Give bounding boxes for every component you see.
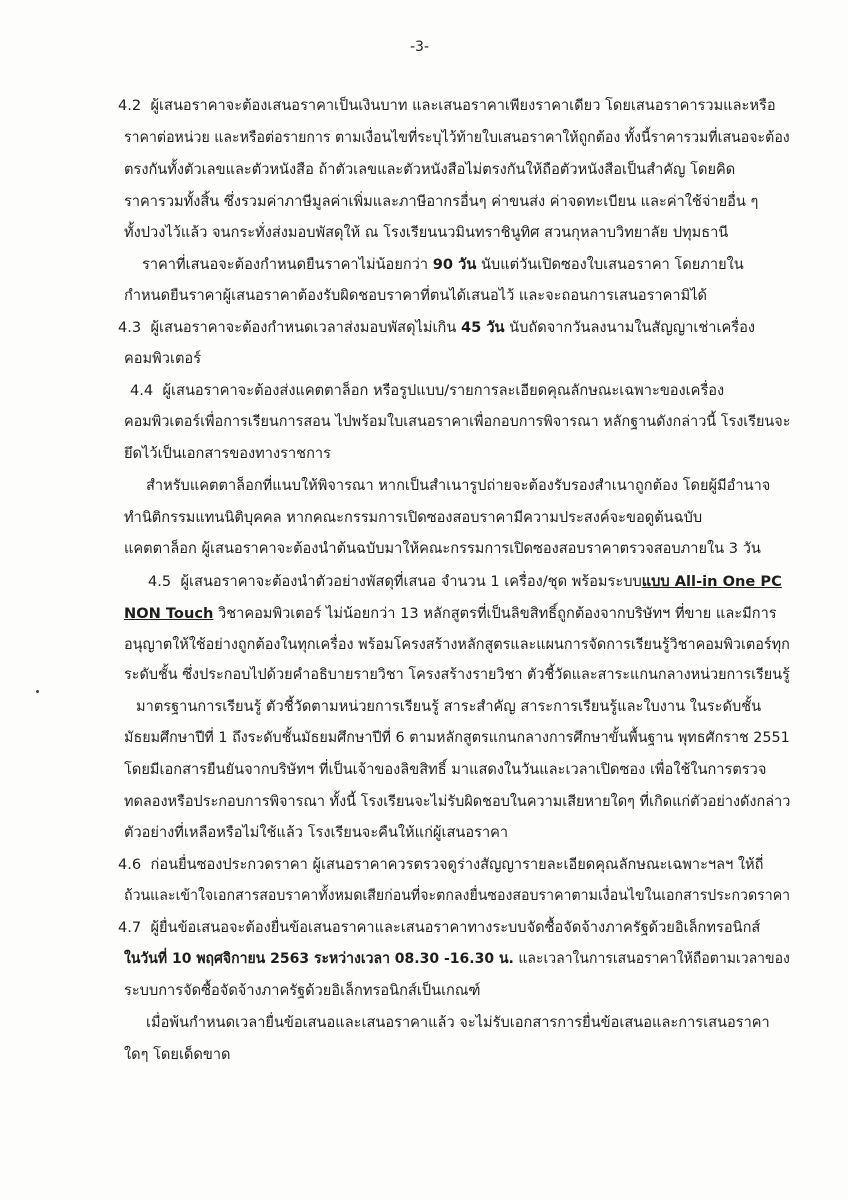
clause-text: ผู้เสนอราคาจะต้องเสนอราคาเป็นเงินบาท และเสนอราคาเพียงราคาเดียว โดยเสนอราคารวมและหรือ (150, 97, 776, 114)
clause-number: 4.3 (118, 319, 142, 336)
clause-4-4-catalog-line-1: สำหรับแคตตาล็อกที่แนบให้พิจารณา หากเป็นสำเนารูปถ่ายจะต้องรับรองสำเนาถูกต้อง โดยผู้มีอำนาจ (146, 477, 771, 494)
clause-number: 4.6 (118, 856, 142, 873)
clause-text: ก่อนยื่นซองประกวดราคา ผู้เสนอราคาควรตรวจดูร่างสัญญารายละเอียดคุณลักษณะเฉพาะฯลฯ ให้ถี่ (150, 856, 764, 873)
page-number: -3- (410, 39, 430, 55)
clause-4-5-line-6: มัธยมศึกษาปีที่ 1 ถึงระดับชั้นมัธยมศึกษาปีที่ 6 ตามหลักสูตรแกนกลางการศึกษาขั้นพื้นฐาน พุทธศักราช 2551 (124, 729, 790, 746)
clause-4-4-line-1 (130, 380, 724, 402)
system-type-underlined: แบบ All-in One PC (641, 573, 782, 590)
clause-4-2-price-validity-line-1 (142, 254, 744, 276)
clause-4-7-deadline-line-1: เมื่อพ้นกำหนดเวลายื่นข้อเสนอและเสนอราคาแล้ว จะไม่รับเอกสารการยื่นข้อเสนอและการเสนอราคา (146, 1014, 770, 1031)
clause-4-6-line-1 (118, 854, 763, 876)
clause-4-2-line-3: ตรงกันทั้งตัวเลขและตัวหนังสือ ถ้าตัวเลขและตัวหนังสือไม่ตรงกันให้ถือตัวหนังสือเป็นสำคัญ โดยคิด (124, 161, 736, 178)
text-segment: ผู้เสนอราคาจะต้องกำหนดเวลาส่งมอบพัสดุไม่เกิน (150, 319, 461, 336)
clause-4-2-line-5: ทั้งปวงไว้แล้ว จนกระทั่งส่งมอบพัสดุให้ ณ โรงเรียนนวมินทราชินูทิศ สวนกุหลาบวิทยาลัย ปทุมธานี (124, 224, 729, 241)
clause-4-3-line-2: คอมพิวเตอร์ (124, 350, 202, 367)
validity-days: 90 วัน (432, 256, 477, 273)
text-segment: ราคาที่เสนอจะต้องกำหนดยืนราคาไม่น้อยกว่า (142, 256, 433, 273)
clause-4-7-line-3: ระบบการจัดซื้อจัดจ้างภาครัฐด้วยอิเล็กทรอนิกส์เป็นเกณฑ์ (124, 982, 481, 999)
clause-text: ผู้ยื่นข้อเสนอจะต้องยื่นข้อเสนอราคาและเสนอราคาทางระบบจัดซื้อจัดจ้างภาครัฐด้วยอิเล็กทรอนิกส์ (150, 919, 761, 936)
clause-4-5-line-2 (124, 603, 777, 625)
scan-speck (36, 690, 39, 693)
clause-4-7-deadline-line-2: ใดๆ โดยเด็ดขาด (124, 1046, 231, 1063)
clause-4-2-price-validity-line-2: กำหนดยืนราคาผู้เสนอราคาต้องรับผิดชอบราคาที่ตนได้เสนอไว้ และจะถอนการเสนอราคามิได้ (124, 287, 708, 304)
text-segment: วิชาคอมพิวเตอร์ ไม่น้อยกว่า 13 หลักสูตรที่เป็นลิขสิทธิ์ถูกต้องจากบริษัทฯ ที่ขาย และมีการ (213, 605, 777, 622)
clause-4-5-line-8: ทดลองหรือประกอบการพิจารณา ทั้งนี้ โรงเรียนจะไม่รับผิดชอบในความเสียหายใดๆ ที่เกิดแก่ตัวอย่างดังกล่าว (124, 793, 791, 810)
clause-4-2-line-1 (118, 95, 776, 117)
clause-number: 4.2 (118, 97, 142, 114)
text-segment: ผู้เสนอราคาจะต้องนำตัวอย่างพัสดุที่เสนอ จำนวน 1 เครื่อง/ชุด พร้อมระบบ (180, 573, 642, 590)
clause-number: 4.5 (148, 573, 172, 590)
delivery-days: 45 วัน (460, 319, 505, 336)
clause-4-5-line-4: ระดับชั้น ซึ่งประกอบไปด้วยคำอธิบายรายวิชา โครงสร้างรายวิชา ตัวชี้วัดและสาระแกนกลางหน่วยการเรียนรู้ (124, 666, 790, 683)
clause-4-3-line-1 (118, 317, 755, 339)
text-segment: และเวลาในการเสนอราคาให้ถือตามเวลาของ (513, 950, 790, 967)
clause-4-5-line-9: ตัวอย่างที่เหลือหรือไม่ใช้แล้ว โรงเรียนจะคืนให้แก่ผู้เสนอราคา (124, 824, 509, 841)
touch-type-underlined: NON Touch (124, 605, 214, 622)
clause-4-2-line-2: ราคาต่อหน่วย และหรือต่อรายการ ตามเงื่อนไขที่ระบุไว้ท้ายใบเสนอราคาให้ถูกต้อง ทั้งนี้ราคารวมที่เสนอจะต้อง (124, 129, 790, 146)
clause-4-4-line-2: คอมพิวเตอร์เพื่อการเรียนการสอน ไปพร้อมใบเสนอราคาเพื่อกอบการพิจารณา หลักฐานดังกล่าวนี้ โรงเรียนจะ (124, 413, 791, 430)
clause-4-4-line-3: ยึดไว้เป็นเอกสารของทางราชการ (124, 445, 331, 462)
clause-4-5-line-7: โดยมีเอกสารยืนยันจากบริษัทฯ ที่เป็นเจ้าของลิขสิทธิ์ มาแสดงในวันและเวลาเปิดซอง เพื่อใช้ในการตรวจ (124, 761, 767, 778)
clause-4-5-line-1 (148, 571, 782, 593)
clause-4-5-line-5: มาตรฐานการเรียนรู้ ตัวชี้วัดตามหน่วยการเรียนรู้ สาระสำคัญ สาระการเรียนรู้และใบงาน ในระดับชั้น (136, 698, 762, 715)
clause-4-4-catalog-line-3: แคตตาล็อก ผู้เสนอราคาจะต้องนำต้นฉบับมาให้คณะกรรมการเปิดซองสอบราคาตรวจสอบภายใน 3 วัน (124, 540, 761, 557)
clause-4-4-catalog-line-2: ทำนิติกรรมแทนนิติบุคคล หากคณะกรรมการเปิดซองสอบราคามีความประสงค์จะขอดูต้นฉบับ (124, 509, 703, 526)
clause-4-7-line-2 (124, 948, 790, 970)
clause-4-5-line-3: อนุญาตให้ใช้อย่างถูกต้องในทุกเครื่อง พร้อมโครงสร้างหลักสูตรและแผนการจัดการเรียนรู้วิชาคอมพิวเตอร์ทุก (124, 636, 790, 653)
clause-number: 4.4 (130, 382, 154, 399)
text-segment: นับถัดจากวันลงนามในสัญญาเช่าเครื่อง (504, 319, 755, 336)
clause-4-2-line-4: ราคารวมทั้งสิ้น ซึ่งรวมค่าภาษีมูลค่าเพิ่มและภาษีอากรอื่นๆ ค่าขนส่ง ค่าจดทะเบียน และค่าใช้จ่ายอื่น ๆ (124, 193, 759, 210)
clause-number: 4.7 (118, 919, 142, 936)
clause-4-6-line-2: ถ้วนและเข้าใจเอกสารสอบราคาทั้งหมดเสียก่อนที่จะตกลงยื่นซองสอบราคาตามเงื่อนไขในเอกสารประกวดราคา (124, 887, 791, 904)
clause-4-7-line-1 (118, 917, 760, 939)
submission-date-time: ในวันที่ 10 พฤศจิกายน 2563 ระหว่างเวลา 08.30 -16.30 น. (124, 950, 514, 967)
text-segment: นับแต่วันเปิดซองใบเสนอราคา โดยภายใน (476, 256, 744, 273)
clause-text: ผู้เสนอราคาจะต้องส่งแคตตาล็อก หรือรูปแบบ/รายการละเอียดคุณลักษณะเฉพาะของเครื่อง (162, 382, 725, 399)
